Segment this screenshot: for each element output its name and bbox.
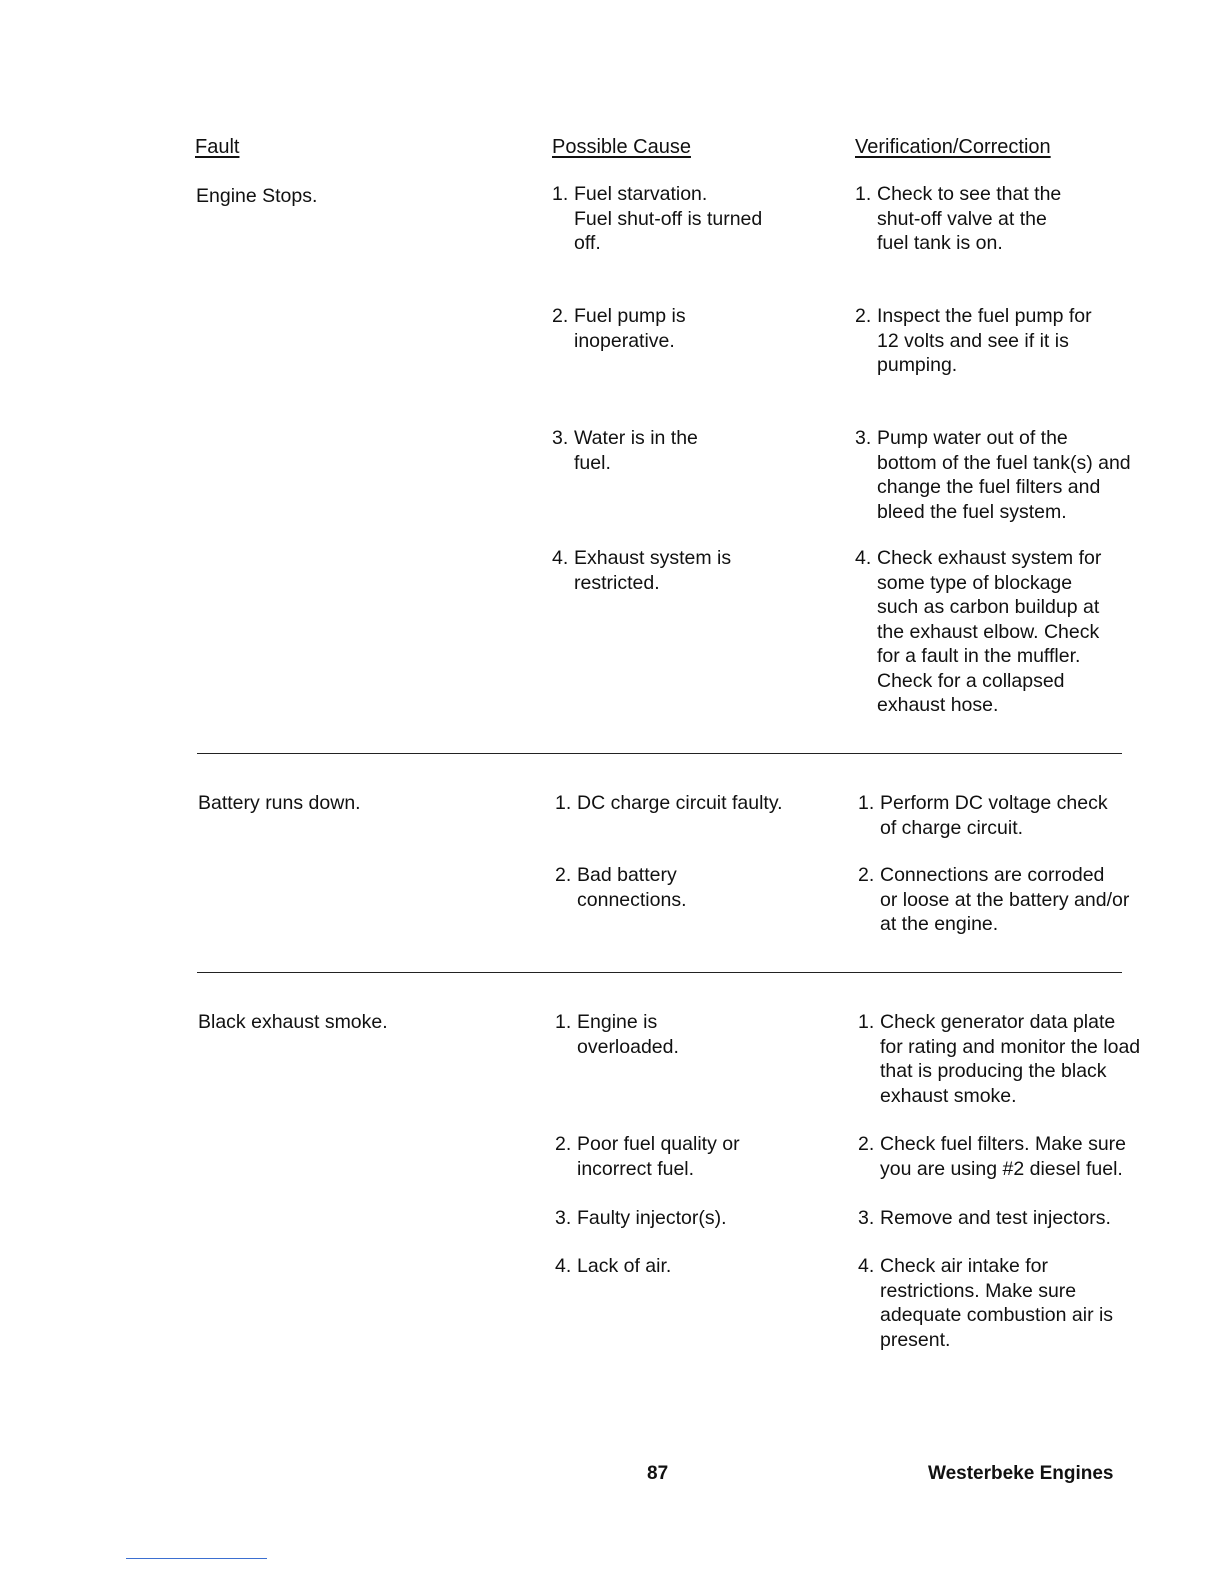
fault-label: Black exhaust smoke.: [198, 1011, 388, 1033]
cause-item: [552, 304, 822, 353]
item-number: 3.: [552, 427, 569, 449]
cause-item: [555, 1010, 825, 1059]
cause-column-header: Possible Cause: [552, 136, 691, 158]
item-number: 1.: [552, 183, 569, 205]
section-divider: [197, 753, 1122, 754]
cause-text: Fuel starvation. Fuel shut-off is turned off.: [574, 183, 763, 254]
cause-item: [555, 791, 825, 816]
cause-text: Fuel pump is inoperative.: [574, 305, 686, 352]
fix-text: Inspect the fuel pump for 12 volts and see if it is pumping.: [877, 305, 1092, 376]
cause-text: Lack of air.: [577, 1255, 672, 1277]
cause-text: DC charge circuit faulty.: [577, 792, 783, 814]
fix-text: Check to see that the shut-off valve at the fuel tank is on.: [877, 183, 1062, 254]
item-number: 4.: [855, 547, 872, 569]
item-number: 2.: [555, 1133, 572, 1155]
cause-text: Poor fuel quality or incorrect fuel.: [577, 1133, 740, 1180]
fix-text: Check generator data plate for rating and monitor the load that is producing the black exhaust smoke.: [880, 1011, 1141, 1107]
fix-item: [858, 1206, 1158, 1231]
item-number: 1.: [855, 183, 872, 205]
item-number: 4.: [552, 547, 569, 569]
fix-item: [858, 863, 1158, 937]
fix-item: [858, 1010, 1158, 1108]
cause-text: Bad battery connections.: [577, 864, 687, 911]
cause-item: [555, 1206, 825, 1231]
item-number: 3.: [858, 1207, 875, 1229]
fault-label: Engine Stops.: [196, 185, 318, 207]
cause-item: [552, 546, 822, 595]
cause-item: [555, 1132, 825, 1181]
fix-item: [855, 546, 1155, 718]
cause-text: Water is in the fuel.: [574, 427, 698, 474]
fault-label: Battery runs down.: [198, 792, 361, 814]
item-number: 1.: [858, 1011, 875, 1033]
fix-item: [858, 791, 1158, 840]
item-number: 2.: [858, 1133, 875, 1155]
item-number: 2.: [552, 305, 569, 327]
item-number: 3.: [555, 1207, 572, 1229]
section-divider: [197, 972, 1122, 973]
fix-item: [855, 304, 1155, 378]
fix-text: Perform DC voltage check of charge circuit.: [880, 792, 1108, 839]
cause-text: Exhaust system is restricted.: [574, 547, 732, 594]
fix-text: Connections are corroded or loose at the battery and/or at the engine.: [880, 864, 1130, 935]
cause-item: [555, 1254, 825, 1279]
item-number: 1.: [858, 792, 875, 814]
item-number: 2.: [858, 864, 875, 886]
cause-item: [555, 863, 825, 912]
cause-item: [552, 182, 822, 256]
fix-item: [855, 182, 1155, 256]
fix-text: Check fuel filters. Make sure you are using #2 diesel fuel.: [880, 1133, 1127, 1180]
item-number: 1.: [555, 792, 572, 814]
fix-text: Check air intake for restrictions. Make sure adequate combustion air is present.: [880, 1255, 1114, 1351]
fix-column-header: Verification/Correction: [855, 136, 1051, 158]
item-number: 1.: [555, 1011, 572, 1033]
item-number: 2.: [855, 305, 872, 327]
fix-text: Check exhaust system for some type of blockage such as carbon buildup at the exhaust elbow. Check for a fault in the muffler. Check for a collapsed exhaust hose.: [877, 547, 1102, 716]
item-number: 3.: [855, 427, 872, 449]
page-number: 87: [647, 1463, 669, 1484]
brand-footer: Westerbeke Engines: [928, 1463, 1114, 1484]
cause-item: [552, 426, 822, 475]
fault-column-header: Fault: [195, 136, 240, 158]
item-number: 4.: [858, 1255, 875, 1277]
fix-text: Pump water out of the bottom of the fuel tank(s) and change the fuel filters and bleed the fuel system.: [877, 427, 1131, 523]
fix-item: [858, 1254, 1158, 1352]
fix-item: [855, 426, 1155, 524]
fix-text: Remove and test injectors.: [880, 1207, 1111, 1229]
item-number: 2.: [555, 864, 572, 886]
fix-item: [858, 1132, 1158, 1181]
cause-text: Engine is overloaded.: [577, 1011, 679, 1058]
cause-text: Faulty injector(s).: [577, 1207, 727, 1229]
item-number: 4.: [555, 1255, 572, 1277]
link-underline: [126, 1558, 267, 1559]
